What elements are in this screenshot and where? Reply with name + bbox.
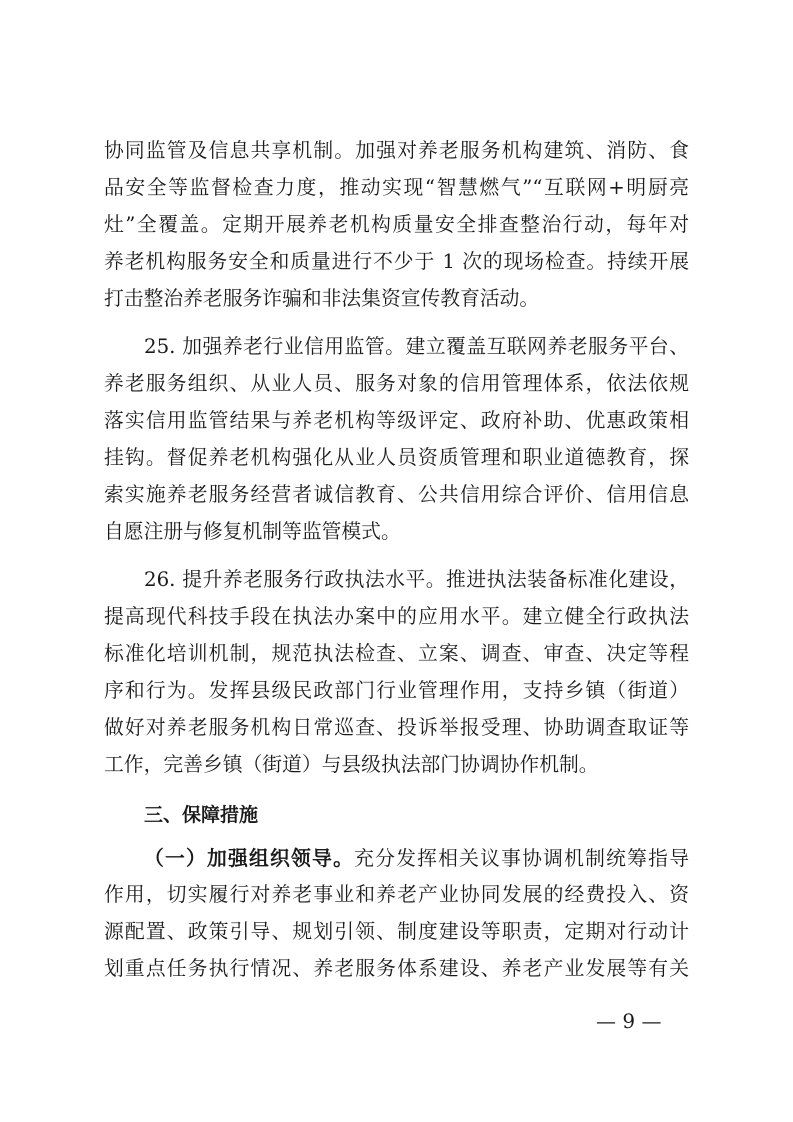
paragraph-line-first: [144, 846, 689, 870]
paragraph-line: 灶”全覆盖。定期开展养老机构质量安全排查整治行动，每年对: [104, 213, 689, 236]
paragraph-line: 做好对养老服务机构日常巡查、投诉举报受理、协助调查取证等: [104, 716, 689, 739]
paragraph-line: 品安全等监督检查力度，推动实现“智慧燃气”“互联网+明厨亮: [104, 176, 689, 199]
paragraph-line: 提高现代科技手段在执法办案中的应用水平。建立健全行政执法: [104, 605, 689, 628]
paragraph-line: 工作，完善乡镇（街道）与县级执法部门协调协作机制。: [104, 753, 599, 776]
paragraph-line: 打击整治养老服务诈骗和非法集资宣传教育活动。: [104, 287, 540, 310]
paragraph-line: 序和行为。发挥县级民政部门行业管理作用，支持乡镇（街道）: [104, 679, 689, 702]
section-heading: 三、保障措施: [144, 804, 259, 826]
paragraph-line: 26. 提升养老服务行政执法水平。推进执法装备标准化建设，: [144, 568, 689, 591]
paragraph-line: 自愿注册与修复机制等监管模式。: [104, 520, 401, 543]
paragraph-line: 协同监管及信息共享机制。加强对养老服务机构建筑、消防、食: [104, 139, 689, 162]
page-number: — 9 —: [596, 1009, 662, 1033]
subsection-title: （一）加强组织领导。: [144, 846, 355, 870]
paragraph-line: 养老机构服务安全和质量进行不少于 1 次的现场检查。持续开展: [104, 250, 689, 273]
paragraph-line: 落实信用监管结果与养老机构等级评定、政府补助、优惠政策相: [104, 409, 689, 432]
paragraph-line: 养老服务组织、从业人员、服务对象的信用管理体系，依法依规: [104, 372, 689, 395]
paragraph-text: 充分发挥相关议事协调机制统筹指导: [354, 847, 689, 870]
paragraph-line: 25. 加强养老行业信用监管。建立覆盖互联网养老服务平台、: [144, 335, 689, 358]
paragraph-line: 挂钩。督促养老机构强化从业人员资质管理和职业道德教育，探: [104, 446, 689, 469]
paragraph-line: 源配置、政策引导、规划引领、制度建设等职责，定期对行动计: [104, 920, 689, 943]
paragraph-line: 索实施养老服务经营者诚信教育、公共信用综合评价、信用信息: [104, 483, 689, 506]
paragraph-line: 作用，切实履行对养老事业和养老产业协同发展的经费投入、资: [104, 883, 689, 906]
paragraph-line: 划重点任务执行情况、养老服务体系建设、养老产业发展等有关: [104, 957, 689, 980]
paragraph-line: 标准化培训机制，规范执法检查、立案、调查、审查、决定等程: [104, 642, 689, 665]
